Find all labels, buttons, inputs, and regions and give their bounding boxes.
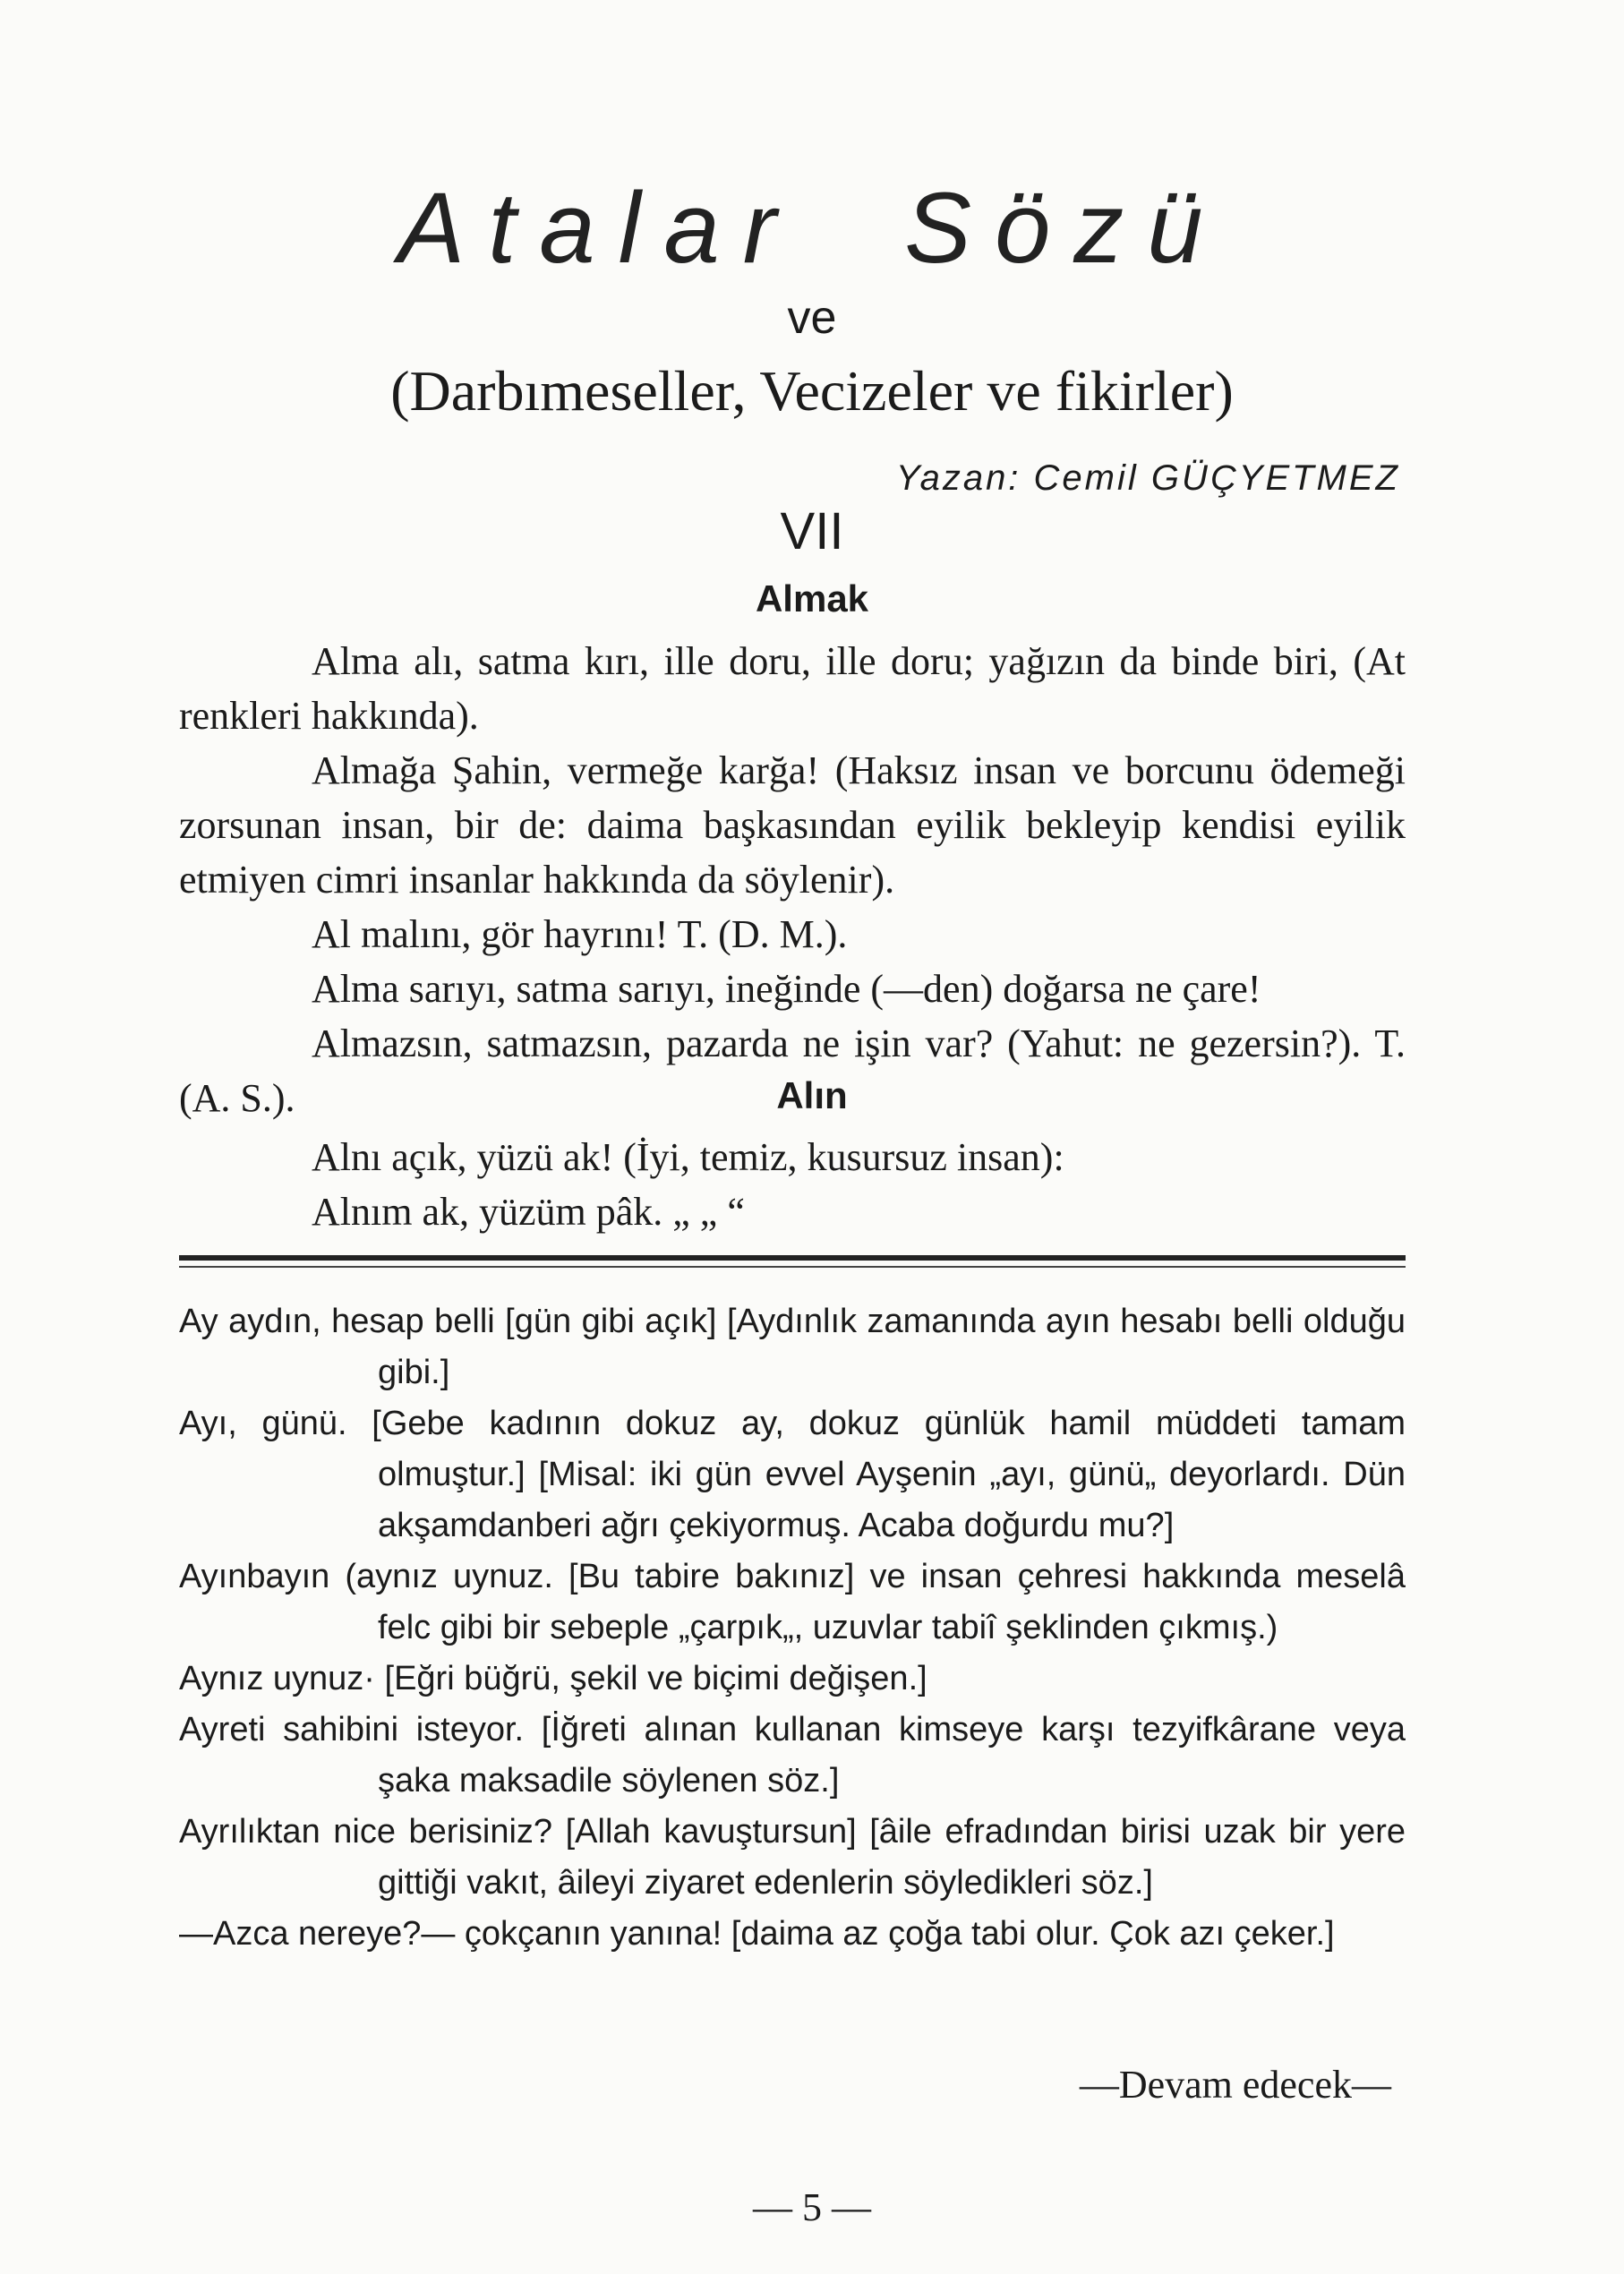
definitions-list [179,1296,1406,1960]
page-number: — 5 — [753,2185,871,2229]
paragraph: Alma sarıyı, satma sarıyı, ineğinde (—den) doğarsa ne çare! [312,967,1261,1011]
paragraph: Al malını, gör hayrını! T. (D. M.). [312,912,848,956]
continuation-note: —Devam edecek— [1079,2063,1391,2107]
article-title: Atalar Sözü [397,172,1227,284]
definition-entry: Ayrılıktan nice berisiniz? [Allah kavuştursun] [âile efradından birisi uzak bir yere gittiği vakıt, âileyi ziyaret edenlerin söyledikleri söz.] [179,1813,1406,1902]
section-heading-almak: Almak [755,577,869,620]
section-divider [179,1255,1406,1268]
definition-entry: Ayı, günü. [Gebe kadının dokuz ay, dokuz günlük hamil müddeti tamam olmuştur.] [Misal: iki gün evvel Ayşenin „ayı, günü„ deyorlardı. Dün akşamdanberi ağrı çekiyormuş. Acaba doğurdu mu?] [179,1405,1406,1544]
author-byline: Yazan: Cemil GÜÇYETMEZ [895,458,1400,498]
definition-entry: —Azca nereye?— çokçanın yanına! [daima az çoğa tabi olur. Çok azı çeker.] [179,1915,1335,1953]
section-body-almak [179,634,1406,1125]
section-heading-alin: Alın [776,1074,848,1116]
chapter-number: VII [780,502,844,560]
definition-entry: Ayınbayın (aynız uynuz. [Bu tabire bakınız] ve insan çehresi hakkında meselâ felc gibi bir sebeple „çarpık„, uzuvlar tabiî şeklinden çıkmış.) [179,1558,1406,1646]
paragraph: Alnı açık, yüzü ak! (İyi, temiz, kusursuz insan): [312,1135,1064,1179]
paragraph: Almağa Şahin, vermeğe karğa! (Haksız insan ve borcunu ödemeği zorsunan insan, bir de: daima başkasından eyilik bekleyip kendisi eyilik etmiyen cimri insanlar hakkında da söylenir). [179,748,1406,902]
article-subtitle: (Darbımeseller, Vecizeler ve fikirler) [390,359,1234,423]
definition-entry: Ay aydın, hesap belli [gün gibi açık] [Aydınlık zamanında ayın hesabı belli olduğu gibi.] [179,1303,1406,1391]
definition-entry: Aynız uynuz· [Eğri büğrü, şekil ve biçimi değişen.] [179,1660,927,1697]
definition-entry: Ayreti sahibini isteyor. [İğreti alınan kullanan kimseye karşı tezyifkârane veya şaka maksadile söylenen söz.] [179,1711,1406,1800]
paragraph: Alnım ak, yüzüm pâk. „ „ “ [312,1190,745,1234]
section-body-alin [179,1130,1406,1239]
title-conjunction: ve [787,292,837,344]
paragraph: Alma alı, satma kırı, ille doru, ille doru; yağızın da binde biri, (At renkleri hakkında). [179,639,1406,738]
paragraph: Almazsın, satmazsın, pazarda ne işin var? (Yahut: ne gezersin?). T. (A. S.). [179,1022,1406,1120]
